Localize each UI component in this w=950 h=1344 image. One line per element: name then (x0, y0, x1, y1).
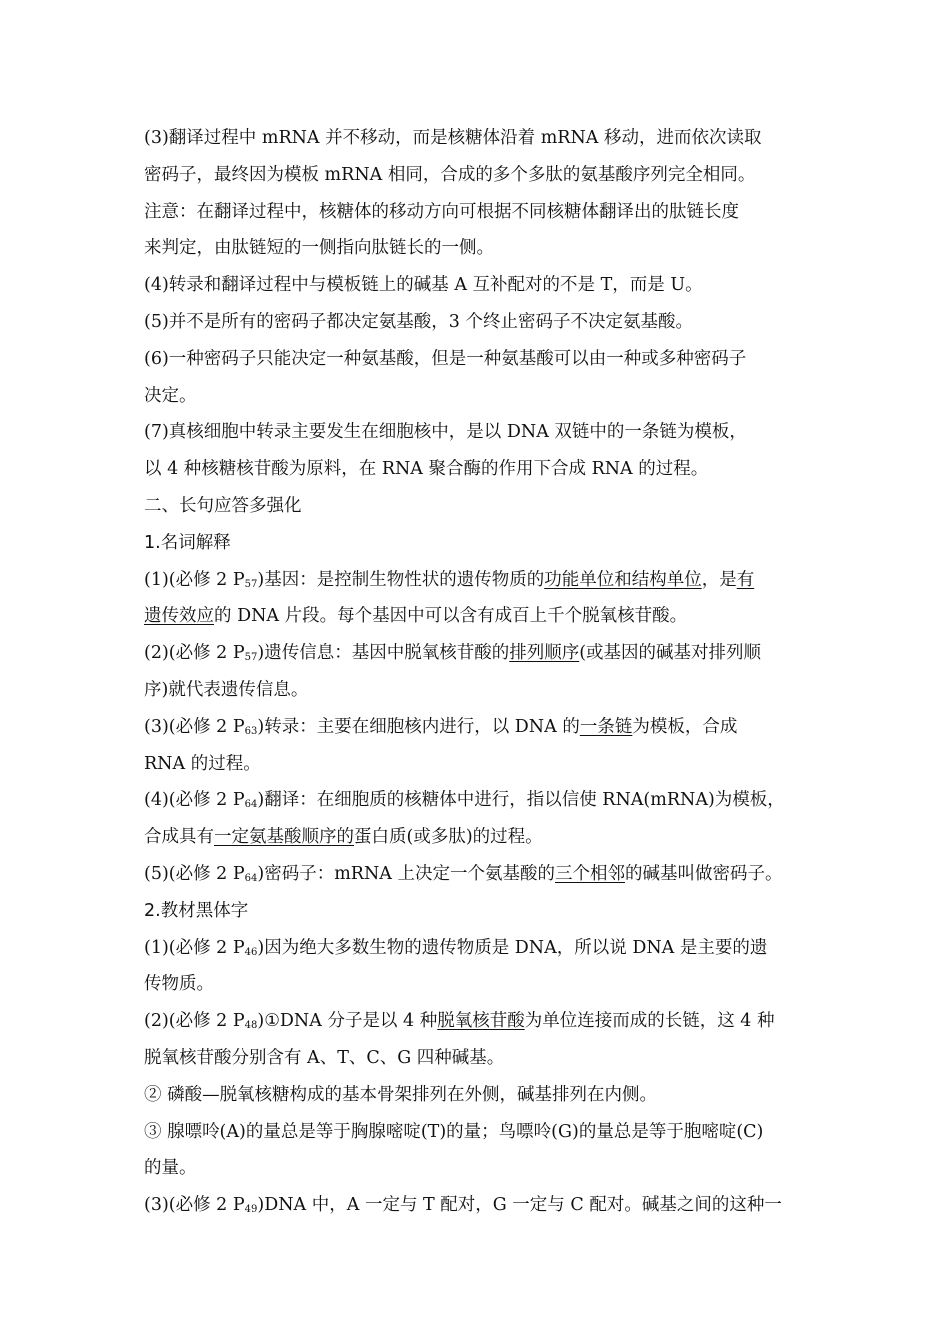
definition-gene-line-1 (144, 562, 830, 599)
ref-page: 49 (244, 1204, 258, 1216)
paragraph-6-line-2: 决定。 (144, 385, 197, 406)
note-line-2: 来判定，由肽链短的一侧指向肽链长的一侧。 (144, 238, 494, 259)
text: 为模板，合成 (632, 716, 738, 737)
bold-item-1-line-2: 传物质。 (144, 974, 214, 995)
bold-item-2-line-1 (144, 1003, 830, 1040)
paragraph-4: (4)转录和翻译过程中与模板链上的碱基 A 互补配对的不是 T，而是 U。 (144, 275, 703, 296)
definition-genetic-info-line-2: 序)就代表遗传信息。 (144, 679, 309, 700)
ref-prefix: (4)(必修 2 P (144, 790, 245, 811)
text: 的 DNA 片段。每个基因中可以含有成百上千个脱氧核苷酸。 (214, 606, 688, 627)
definition-gene-line-2 (144, 598, 830, 635)
text: )翻译：在细胞质的核糖体中进行，指以信使 RNA(mRNA)为模板， (257, 790, 785, 811)
text: )因为绝大多数生物的遗传物质是 DNA，所以说 DNA 是主要的遗 (257, 937, 768, 958)
paragraph-5: (5)并不是所有的密码子都决定氨基酸，3 个终止密码子不决定氨基酸。 (144, 311, 693, 332)
underlined-blank: 三个相邻 (555, 863, 626, 884)
bold-item-3-line-1 (144, 1187, 830, 1224)
definition-translation-line-1 (144, 782, 830, 819)
text: 为单位连接而成的长链，这 4 种 (524, 1011, 775, 1032)
definition-genetic-info-line-1 (144, 635, 830, 672)
ref-page: 64 (244, 799, 258, 811)
ref-page: 63 (244, 725, 258, 737)
paragraph-3-line-1: (3)翻译过程中 mRNA 并不移动，而是核糖体沿着 mRNA 移动，进而依次读取 (144, 128, 762, 148)
ref-page: 48 (244, 1020, 258, 1032)
ref-page: 64 (244, 872, 258, 884)
ref-page: 57 (244, 578, 258, 590)
ref-prefix: (1)(必修 2 P (144, 937, 245, 958)
bold-item-2-point-2: ② 磷酸—脱氧核糖构成的基本骨架排列在外侧，碱基排列在内侧。 (144, 1084, 658, 1105)
text: )DNA 中，A 一定与 T 配对，G 一定与 C 配对。碱基之间的这种一 (257, 1195, 782, 1216)
bold-item-2-point-3-line-1: ③ 腺嘌呤(A)的量总是等于胸腺嘧啶(T)的量；鸟嘌呤(G)的量总是等于胞嘧啶(C) (144, 1121, 764, 1142)
text: )①DNA 分子是以 4 种 (257, 1011, 438, 1032)
bold-item-2-line-2: 脱氧核苷酸分别含有 A、T、C、G 四种碱基。 (144, 1047, 505, 1068)
text: )遗传信息：基因中脱氧核苷酸的 (257, 643, 510, 664)
subheading-bold-text: 2.教材黑体字 (144, 900, 249, 921)
subheading-term-explanation: 1.名词解释 (144, 532, 231, 553)
underlined-blank: 脱氧核苷酸 (437, 1011, 525, 1032)
definition-transcription-line-2: RNA 的过程。 (144, 753, 261, 774)
underlined-blank: 排列顺序 (509, 643, 580, 664)
paragraph-6-line-1: (6)一种密码子只能决定一种氨基酸，但是一种氨基酸可以由一种或多种密码子 (144, 348, 747, 369)
paragraph-7-line-1: (7)真核细胞中转录主要发生在细胞核中，是以 DNA 双链中的一条链为模板， (144, 422, 747, 443)
underlined-blank: 功能单位和结构单位 (544, 569, 702, 590)
ref-page: 46 (244, 946, 258, 958)
text: )基因：是控制生物性状的遗传物质的 (257, 569, 545, 590)
underlined-blank: 有 (736, 569, 755, 590)
ref-page: 57 (244, 652, 258, 664)
section-heading-2: 二、长句应答多强化 (144, 495, 302, 516)
paragraph-3-line-2: 密码子，最终因为模板 mRNA 相同，合成的多个多肽的氨基酸序列完全相同。 (144, 164, 756, 185)
text: )密码子：mRNA 上决定一个氨基酸的 (257, 863, 556, 884)
ref-prefix: (5)(必修 2 P (144, 863, 245, 884)
text: )转录：主要在细胞核内进行，以 DNA 的 (257, 716, 580, 737)
ref-prefix: (2)(必修 2 P (144, 1011, 245, 1032)
underlined-blank: 一条链 (579, 716, 633, 737)
underlined-blank: 遗传效应 (144, 606, 214, 627)
text: 的碱基叫做密码子。 (625, 863, 783, 884)
definition-transcription-line-1 (144, 709, 830, 746)
ref-prefix: (3)(必修 2 P (144, 716, 245, 737)
bold-item-2-point-3-line-2: 的量。 (144, 1158, 197, 1179)
ref-prefix: (1)(必修 2 P (144, 569, 245, 590)
definition-translation-line-2 (144, 819, 830, 856)
paragraph-7-line-2: 以 4 种核糖核苷酸为原料，在 RNA 聚合酶的作用下合成 RNA 的过程。 (144, 459, 709, 480)
text: ，是 (701, 569, 737, 590)
bold-item-1-line-1 (144, 930, 830, 967)
ref-prefix: (3)(必修 2 P (144, 1195, 245, 1216)
text: 合成具有 (144, 827, 214, 848)
ref-prefix: (2)(必修 2 P (144, 643, 245, 664)
text: 蛋白质(或多肽)的过程。 (354, 827, 543, 848)
note-line-1: 注意：在翻译过程中，核糖体的移动方向可根据不同核糖体翻译出的肽链长度 (144, 201, 739, 222)
definition-codon (144, 856, 830, 893)
underlined-blank: 一定氨基酸顺序的 (214, 827, 354, 848)
text: (或基因的碱基对排列顺 (579, 643, 762, 664)
